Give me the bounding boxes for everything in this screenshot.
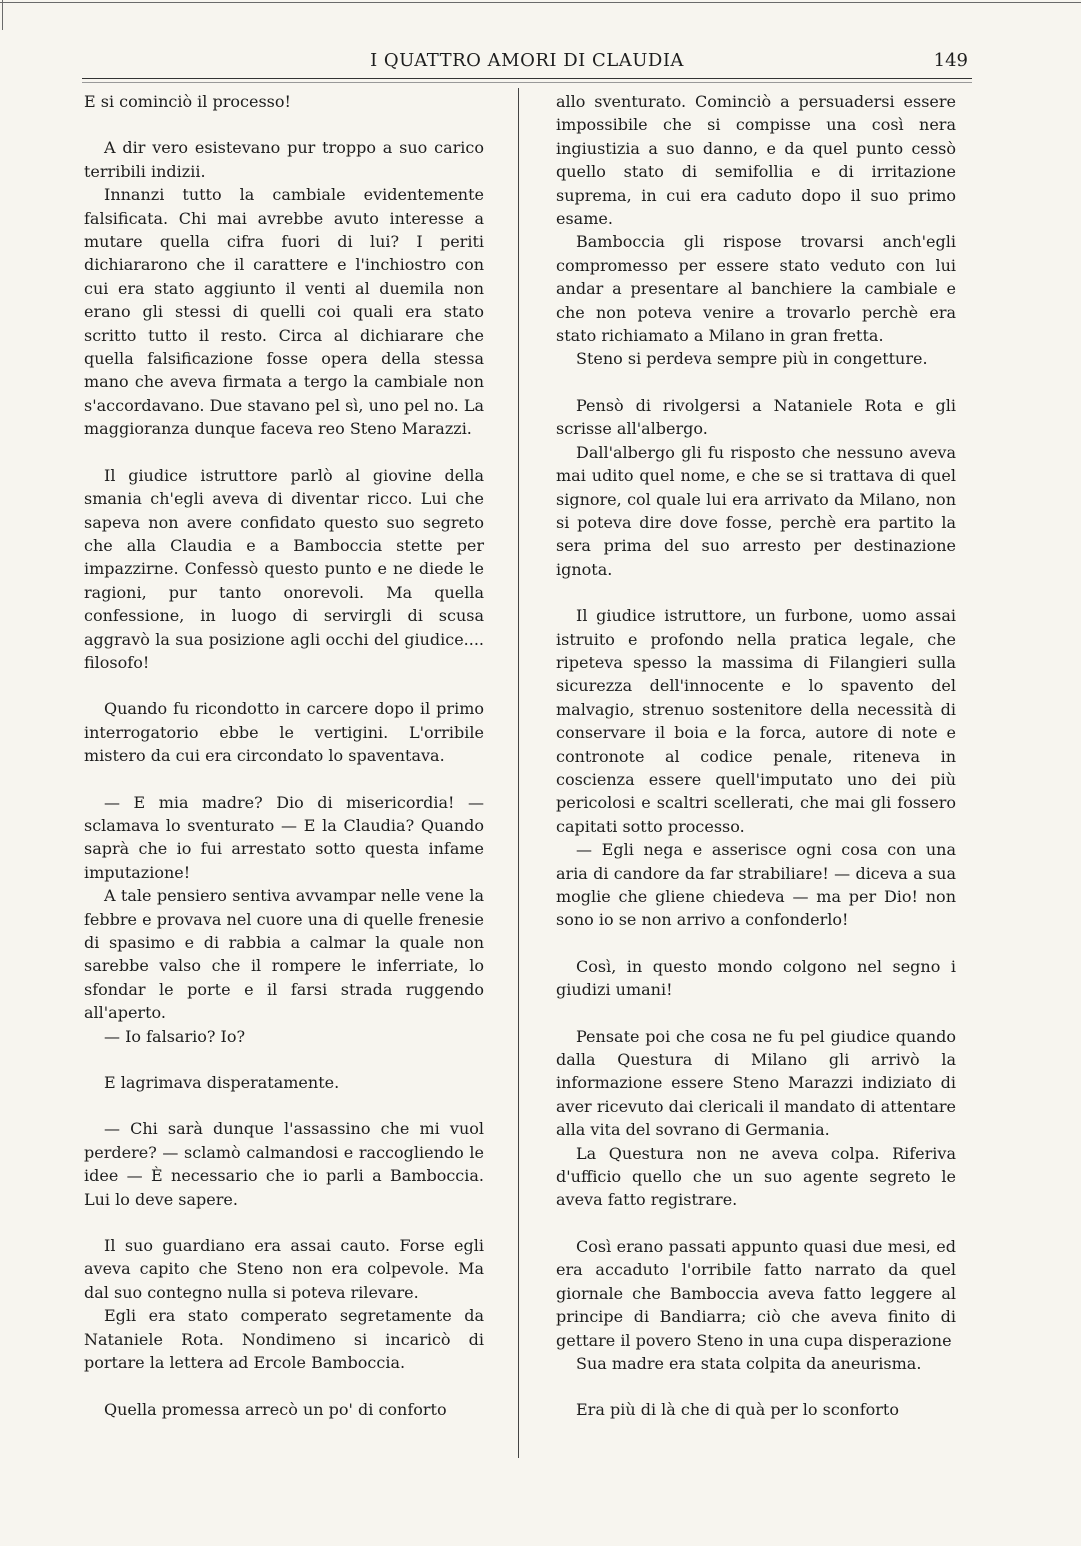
paragraph: Innanzi tutto la cambiale evidentemente falsificata. Chi mai avrebbe avuto interesse a mutare quella cifra fuori di lui? I periti dichiararono che il carattere e l'inchiostro con cui era stato aggiunto il venti al duemila non erano gli stessi di quelli coi quali era stato scritto tutto il resto. Circa al dichiarare che quella falsificazione fosse opera della stessa mano che aveva firmata a tergo la cambiale non s'accordavano. Due stavano pel sì, uno pel no. La maggioranza dunque faceva reo Steno Marazzi. (84, 185, 484, 439)
paragraph: E lagrimava disperatamente. (104, 1073, 340, 1093)
paragraph: Sua madre era stata colpita da aneurisma. (576, 1353, 922, 1373)
paragraph: — E mia madre? Dio di misericordia! — sclamava lo sventurato — E la Claudia? Quando saprà che io fui arrestato sotto questa infame imputazione! (84, 792, 484, 882)
paragraph: A tale pensiero sentiva avvampar nelle vene la febbre e provava nel cuore una di quelle frenesie di spasimo e di rabbia a calmar la quale non sarebbe valso che il rompere le inferriate, lo sfondar le porte e il farsi strada ruggendo all'aperto. (84, 886, 484, 1023)
right-text-column (556, 90, 956, 1422)
top-border-line (0, 2, 1081, 3)
left-text-column (84, 90, 484, 1421)
paragraph: Così erano passati appunto quasi due mesi, ed era accaduto l'orribile fatto narrato da quel giornale che Bamboccia aveva fatto leggere al principe di Bandiarra; ciò che aveva finito di gettare il povero Steno in una cupa disperazione (556, 1236, 956, 1350)
page-header (82, 46, 972, 76)
paragraph: Il giudice istruttore, un furbone, uomo assai istruito e profondo nella pratica legale, che ripeteva spesso la massima di Filangieri sulla sicurezza dell'innocente e lo spavento del malvagio, strenuo sostenitore della necessità di conservare il boia e la forca, autore di note e contronote al codice penale, riteneva in coscienza essere quell'imputato uno dei più pericolosi e scaltri scellerati, che mai gli fossero capitati sotto processo. (556, 606, 956, 836)
paragraph: Il suo guardiano era assai cauto. Forse egli aveva capito che Steno non era colpevole. Ma dal suo contegno nulla si poteva rilevare. (84, 1236, 484, 1302)
header-rule-secondary (82, 82, 972, 83)
paragraph: A dir vero esistevano pur troppo a suo carico terribili indizii. (84, 138, 484, 181)
paragraph: — Egli nega e asserisce ogni cosa con una aria di candore da far strabiliare! — diceva a sua moglie che gliene chiedeva — ma per Dio! non sono io se non arrivo a confonderlo! (556, 840, 956, 930)
paragraph: Egli era stato comperato segretamente da Nataniele Rota. Nondimeno si incaricò di portare la lettera ad Ercole Bamboccia. (84, 1306, 484, 1373)
paragraph: E si cominciò il processo! (84, 92, 291, 111)
page-number: 149 (933, 50, 968, 71)
paragraph: Così, in questo mondo colgono nel segno i giudizi umani! (556, 956, 956, 1000)
paragraph: Pensò di rivolgersi a Nataniele Rota e gli scrisse all'albergo. (556, 395, 956, 439)
paragraph: Steno si perdeva sempre più in congetture. (576, 349, 928, 369)
paragraph: Dall'albergo gli fu risposto che nessuno aveva mai udito quel nome, e che se si trattava di quel signore, col quale lui era arrivato da Milano, non si poteva dire dove fosse, perchè era partito la sera prima del suo arresto per destinazione ignota. (556, 442, 956, 579)
paragraph: — Chi sarà dunque l'assassino che mi vuol perdere? — sclamò calmandosi e raccogliendo le idee — È necessario che io parli a Bamboccia. Lui lo deve sapere. (84, 1119, 484, 1209)
paragraph: allo sventurato. Cominciò a persuadersi essere impossibile che si compisse una così nera ingiustizia a suo danno, e da quel punto cessò quello stato di semifollia e di irritazione suprema, in cui era caduto dopo il suo primo esame. (556, 92, 956, 229)
left-border-line (2, 0, 3, 30)
paragraph: Bamboccia gli rispose trovarsi anch'egli compromesso per essere stato veduto con lui andar a presentare al banchiere la cambiale e che non poteva venire a trovarlo perchè era stato richiamato a Milano in gran fretta. (556, 232, 956, 346)
paragraph: La Questura non ne aveva colpa. Riferiva d'ufficio quello che un suo agente segreto le aveva fatto registrare. (556, 1143, 956, 1210)
running-title: I QUATTRO AMORI DI CLAUDIA (370, 50, 684, 71)
paragraph: Era più di là che di quà per lo sconforto (576, 1400, 899, 1420)
paragraph: Il giudice istruttore parlò al giovine della smania ch'egli aveva di diventar ricco. Lui che sapeva non avere confidato questo suo segreto che alla Claudia e a Bamboccia stette per impazzirne. Confessò questo punto e ne diede le ragioni, pur tanto onorevoli. Ma quella confessione, in luogo di servirgli di scusa aggravò la sua posizione agli occhi del giudice.... filosofo! (84, 465, 484, 672)
paragraph: Quando fu ricondotto in carcere dopo il primo interrogatorio ebbe le vertigini. L'orribile mistero da cui era circondato lo spaventava. (84, 699, 484, 766)
paragraph: — Io falsario? Io? (104, 1026, 246, 1046)
paragraph: Quella promessa arrecò un po' di conforto (104, 1399, 447, 1419)
column-divider (518, 88, 519, 1458)
paragraph: Pensate poi che cosa ne fu pel giudice quando dalla Questura di Milano gli arrivò la informazione essere Steno Marazzi indiziato di aver ricevuto dai clericali il mandato di attentare alla vita del sovrano di Germania. (556, 1026, 956, 1140)
header-rule (82, 78, 972, 79)
